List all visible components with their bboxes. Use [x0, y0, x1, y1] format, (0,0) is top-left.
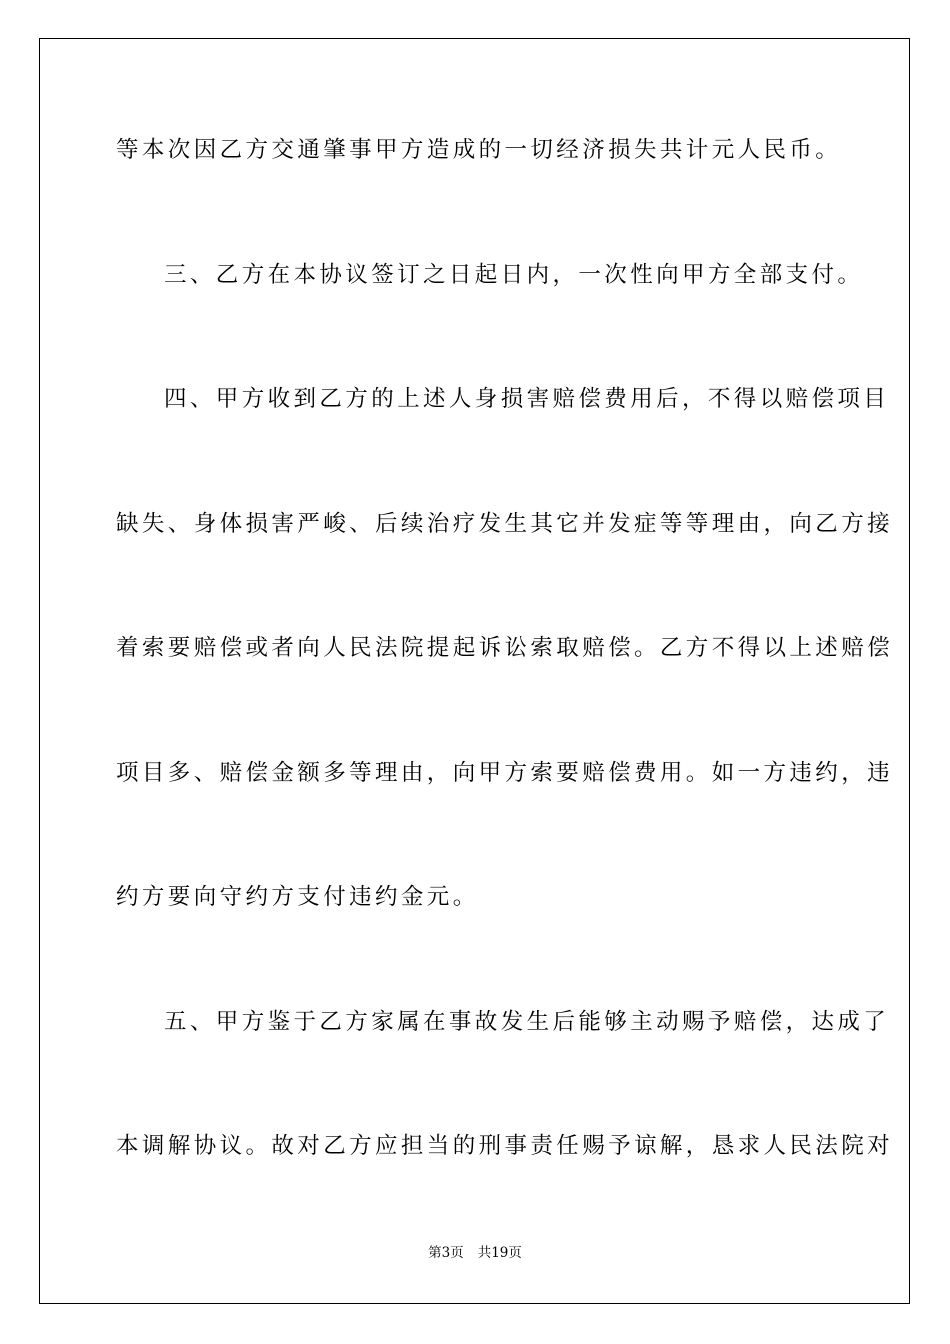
page-footer [0, 1244, 950, 1262]
page-border [39, 38, 910, 1304]
text-line-3: 四、甲方收到乙方的上述人身损害赔偿费用后，不得以赔偿项目 [164, 386, 890, 412]
text-line-7: 约方要向守约方支付违约金元。 [116, 884, 479, 910]
text-line-4: 缺失、身体损害严峻、后续治疗发生其它并发症等等理由，向乙方接 [116, 511, 894, 537]
page-total: 共19页 [477, 1245, 522, 1261]
text-line-6: 项目多、赔偿金额多等理由，向甲方索要赔偿费用。如一方违约，违 [116, 760, 894, 786]
text-line-8: 五、甲方鉴于乙方家属在事故发生后能够主动赐予赔偿，达成了 [164, 1009, 890, 1035]
page-number: 第3页 [428, 1245, 464, 1261]
text-line-2: 三、乙方在本协议签订之日起日内，一次性向甲方全部支付。 [164, 262, 864, 288]
text-line-5: 着索要赔偿或者向人民法院提起诉讼索取赔偿。乙方不得以上述赔偿 [116, 635, 894, 661]
text-line-1: 等本次因乙方交通肇事甲方造成的一切经济损失共计元人民币。 [116, 137, 842, 163]
text-line-9: 本调解协议。故对乙方应担当的刑事责任赐予谅解，恳求人民法院对 [116, 1133, 894, 1159]
